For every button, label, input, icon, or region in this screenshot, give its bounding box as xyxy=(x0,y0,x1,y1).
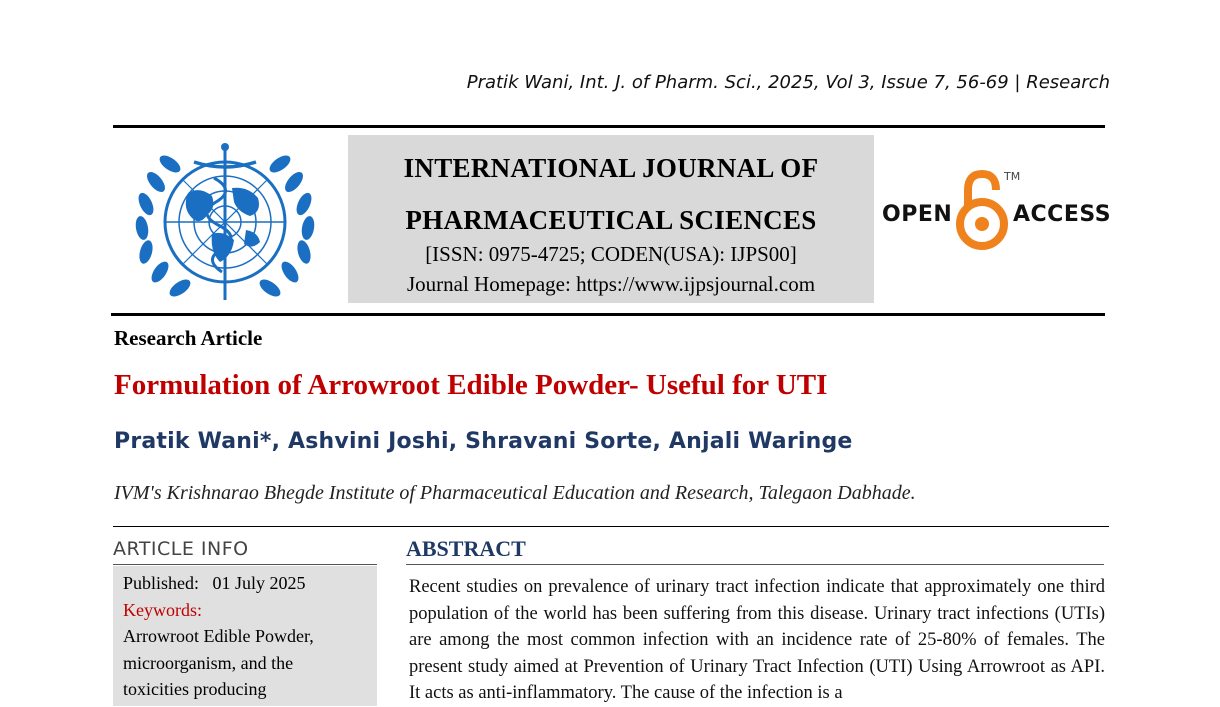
article-info-rule xyxy=(113,564,377,565)
journal-emblem-icon xyxy=(124,138,326,306)
open-access-open-label: OPEN xyxy=(882,202,953,227)
article-title: Formulation of Arrowroot Edible Powder- Useful for UTI xyxy=(114,369,828,401)
header-rule-top xyxy=(113,125,1105,128)
header-rule-bottom xyxy=(111,313,1105,316)
abstract-heading: ABSTRACT xyxy=(406,536,526,561)
running-header: Pratik Wani, Int. J. of Pharm. Sci., 2025, Vol 3, Issue 7, 56-69 | Research xyxy=(466,72,1110,93)
abstract-text: Recent studies on prevalence of urinary tract infection indicate that approximately one third population of the world has been suffering from this disease. Urinary tract infections (UTIs) are among the most common infection with an incidence rate of 25-80% of females. The present study aimed at Prevention of Urinary Tract Infection (UTI) Using Arrowroot as API. It acts as anti-inflammatory. The cause of the infection is a xyxy=(409,577,1105,703)
keywords-label: Keywords: xyxy=(123,599,202,620)
author-affiliation: IVM's Krishnarao Bhegde Institute of Pharmaceutical Education and Research, Talegaon Dabhade. xyxy=(114,482,916,504)
keyword-line: microorganism, and the xyxy=(123,652,294,673)
journal-homepage-link[interactable]: Journal Homepage: https://www.ijpsjournal.com xyxy=(406,272,816,296)
article-type: Research Article xyxy=(114,326,263,350)
journal-title-box xyxy=(348,135,874,303)
journal-title-line1: INTERNATIONAL JOURNAL OF xyxy=(403,153,819,183)
open-access-access-label: ACCESS xyxy=(1013,202,1112,227)
section-divider xyxy=(113,526,1109,527)
published-date: 01 July 2025 xyxy=(212,573,306,593)
published-label: Published: xyxy=(123,573,200,593)
published-row xyxy=(123,570,367,597)
abstract-rule xyxy=(406,564,1104,565)
journal-issn: [ISSN: 0975-4725; CODEN(USA): IJPS00] xyxy=(425,242,797,266)
article-info-heading: ARTICLE INFO xyxy=(113,538,249,560)
open-access-logo xyxy=(880,168,1110,252)
open-access-tm: TM xyxy=(1004,170,1021,183)
journal-title-line2: PHARMACEUTICAL SCIENCES xyxy=(405,205,817,235)
open-lock-icon xyxy=(952,168,1012,252)
article-info-box xyxy=(113,566,377,706)
keyword-line: toxicities producing xyxy=(123,679,267,699)
author-list: Pratik Wani*, Ashvini Joshi, Shravani Sorte, Anjali Waringe xyxy=(114,429,853,454)
keyword-line: Arrowroot Edible Powder, xyxy=(123,626,314,646)
